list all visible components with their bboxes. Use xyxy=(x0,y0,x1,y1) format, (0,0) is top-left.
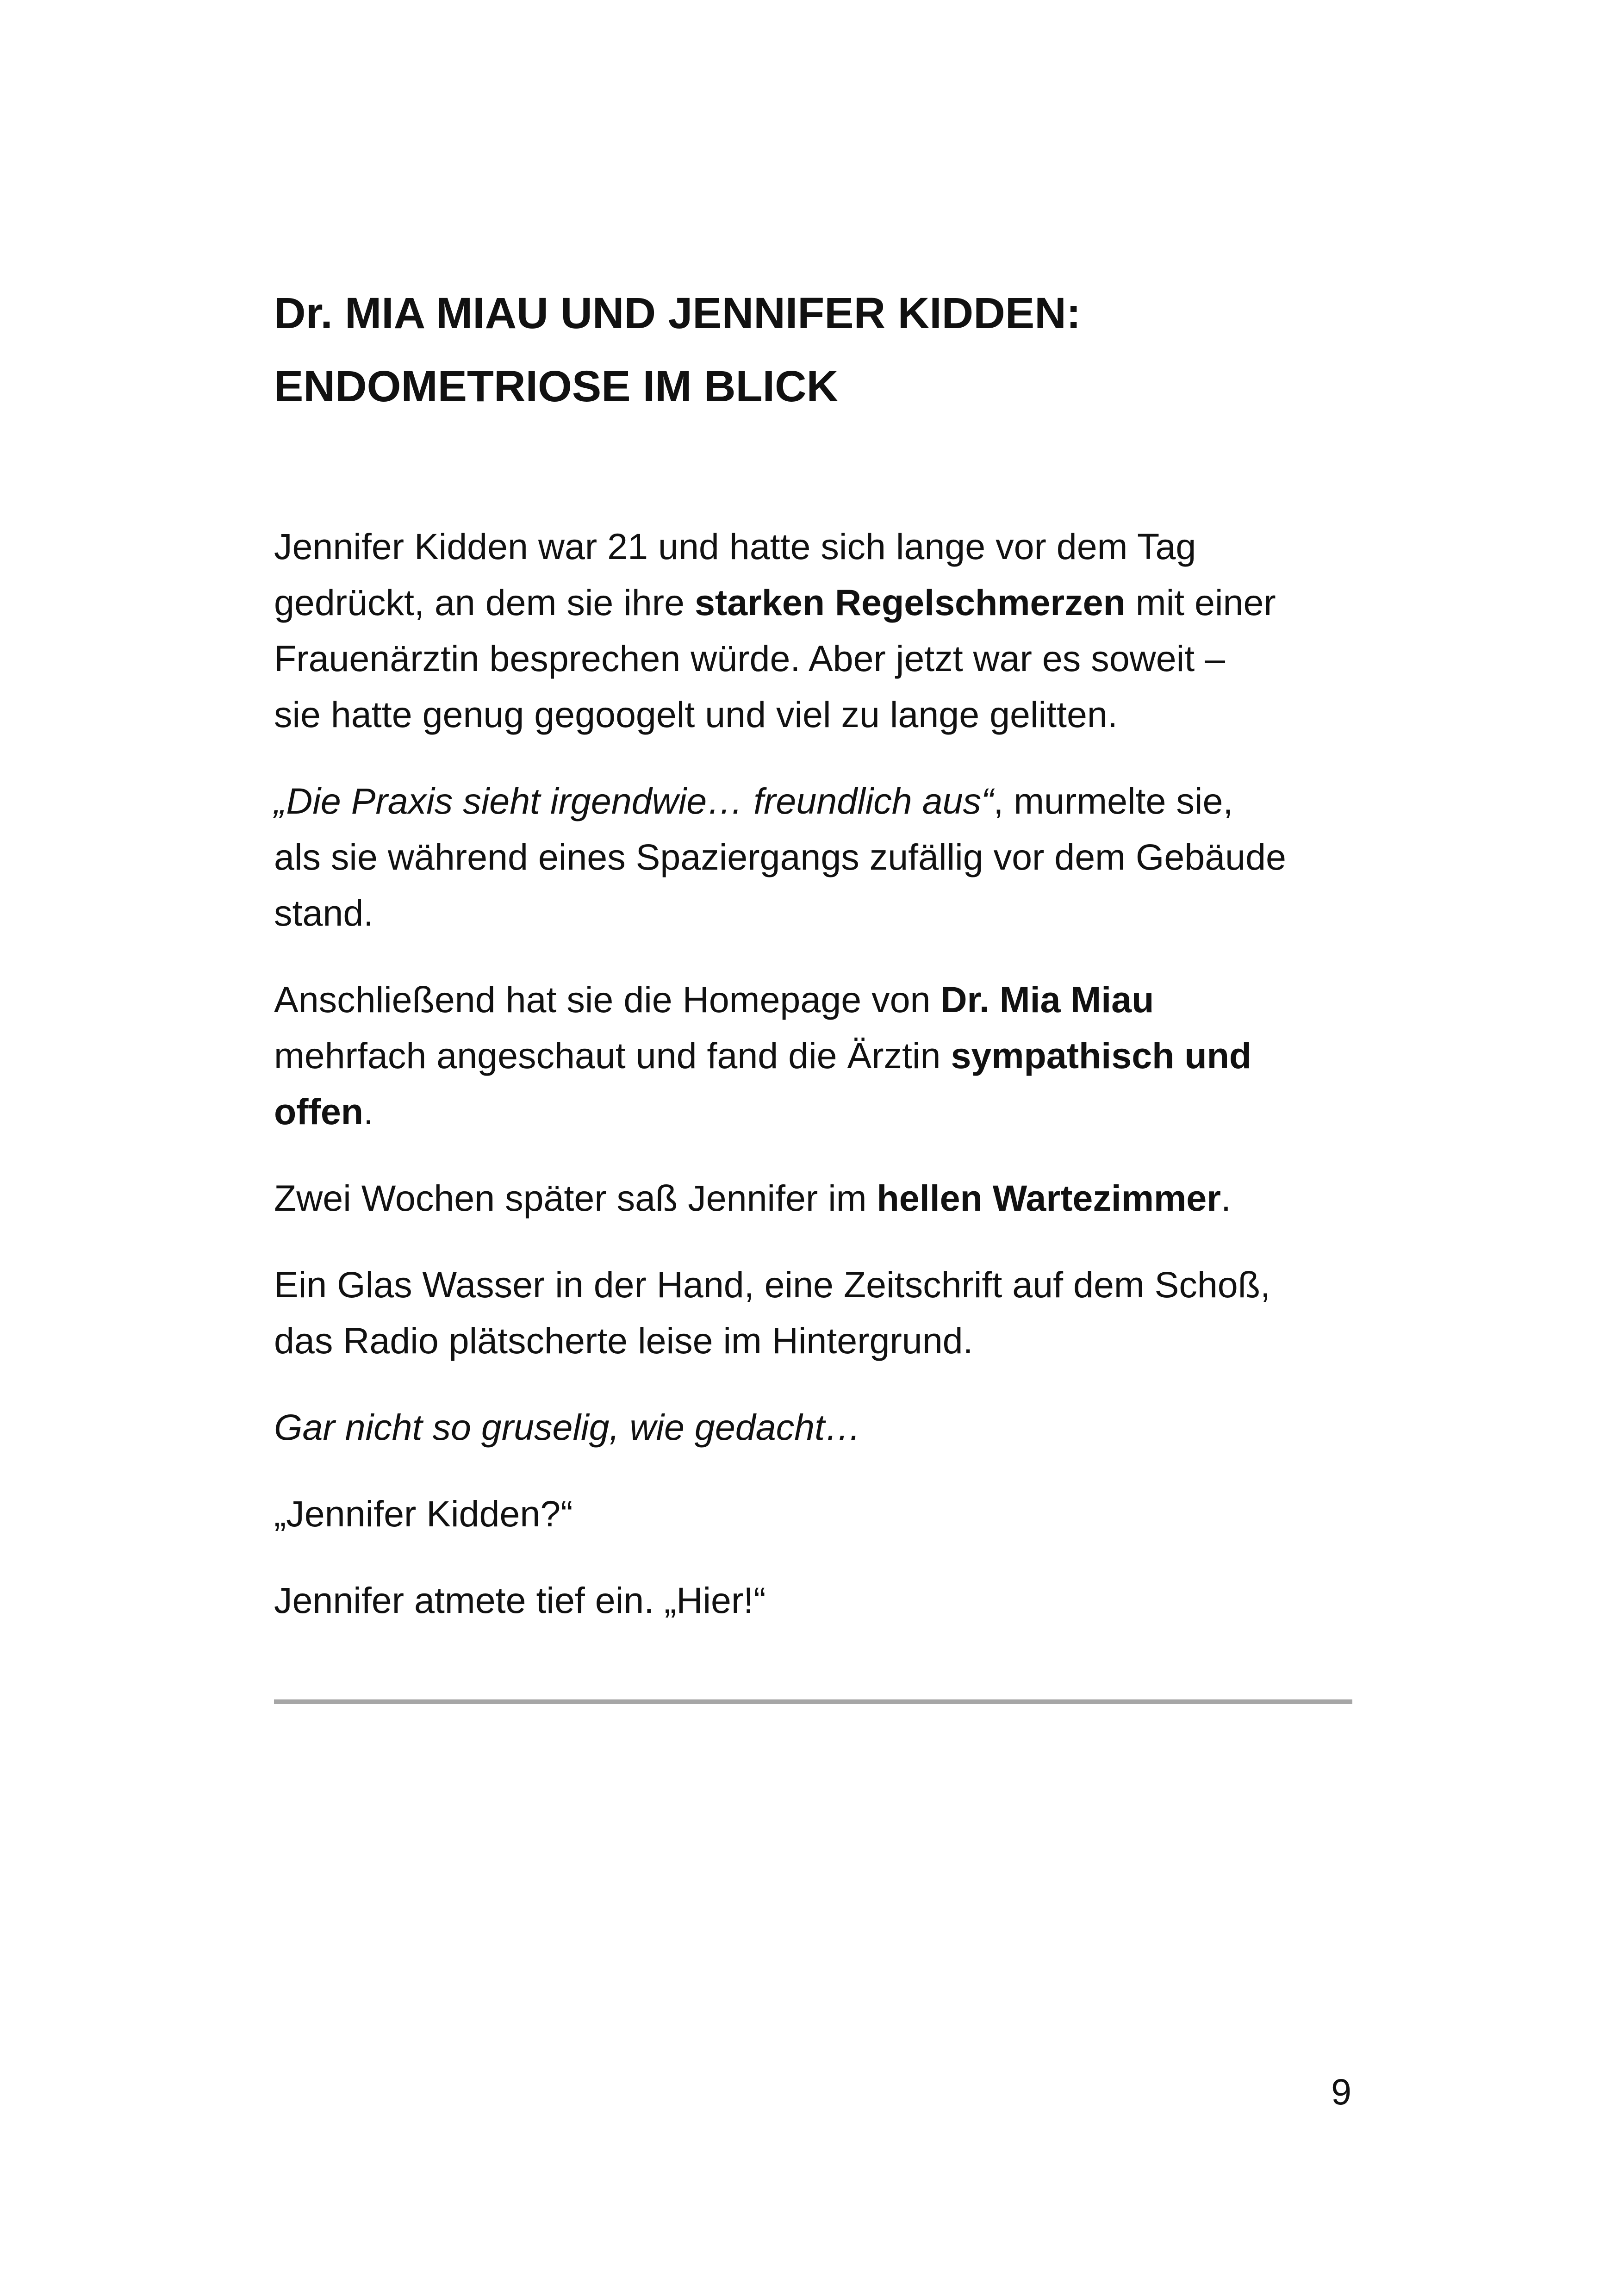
page-title xyxy=(274,277,1352,423)
text-line: Jennifer atmete tief ein. „Hier!“ xyxy=(274,1580,766,1621)
paragraph-2 xyxy=(274,773,1352,941)
text-line xyxy=(274,1027,1352,1083)
text-line xyxy=(274,773,1352,829)
thought-italic: Gar nicht so gruselig, wie gedacht… xyxy=(274,1406,862,1448)
text-run: . xyxy=(363,1091,374,1132)
paragraph-7 xyxy=(274,1486,1352,1542)
paragraph-1 xyxy=(274,518,1352,742)
text-run: mit einer xyxy=(1125,582,1276,623)
page-number: 9 xyxy=(1331,2071,1351,2112)
text-run: gedrückt, an dem sie ihre xyxy=(274,582,695,623)
text-line: Jennifer Kidden war 21 und hatte sich lange vor dem Tag xyxy=(274,526,1196,567)
text-line: als sie während eines Spaziergangs zufällig vor dem Gebäude xyxy=(274,836,1286,877)
paragraph-6 xyxy=(274,1399,1352,1455)
text-run: mehrfach angeschaut und fand die Ärztin xyxy=(274,1035,951,1076)
emphasis-bold: Dr. Mia Miau xyxy=(940,979,1154,1020)
text-run: . xyxy=(1220,1177,1231,1219)
text-run: Anschließend hat sie die Homepage von xyxy=(274,979,941,1020)
story-body xyxy=(274,518,1352,1659)
text-line: Frauenärztin besprechen würde. Aber jetzt war es soweit – xyxy=(274,638,1226,679)
text-line xyxy=(274,574,1352,630)
text-line xyxy=(274,971,1352,1027)
text-run: Zwei Wochen später saß Jennifer im xyxy=(274,1177,877,1219)
emphasis-bold: offen xyxy=(274,1091,364,1132)
text-line: stand. xyxy=(274,892,374,933)
text-line xyxy=(274,1083,1352,1139)
emphasis-bold: sympathisch und xyxy=(951,1035,1252,1076)
text-run: , murmelte sie, xyxy=(993,780,1233,821)
paragraph-5 xyxy=(274,1257,1352,1369)
quote-italic: „Die Praxis sieht irgendwie… freundlich aus“ xyxy=(274,780,994,821)
paragraph-3 xyxy=(274,971,1352,1139)
title-line-1: Dr. MIA MIAU UND JENNIFER KIDDEN: xyxy=(274,289,1081,338)
emphasis-bold: hellen Wartezimmer xyxy=(877,1177,1221,1219)
text-line: sie hatte genug gegoogelt und viel zu lange gelitten. xyxy=(274,694,1118,735)
paragraph-8 xyxy=(274,1572,1352,1628)
emphasis-bold: starken Regelschmerzen xyxy=(694,582,1126,623)
title-line-2: ENDOMETRIOSE IM BLICK xyxy=(274,362,839,411)
paragraph-4 xyxy=(274,1170,1352,1226)
text-line: das Radio plätscherte leise im Hintergrund. xyxy=(274,1320,973,1361)
text-line xyxy=(274,1170,1352,1226)
text-line: „Jennifer Kidden?“ xyxy=(274,1493,573,1534)
section-divider xyxy=(274,1699,1352,1704)
text-line: Ein Glas Wasser in der Hand, eine Zeitschrift auf dem Schoß, xyxy=(274,1264,1270,1305)
